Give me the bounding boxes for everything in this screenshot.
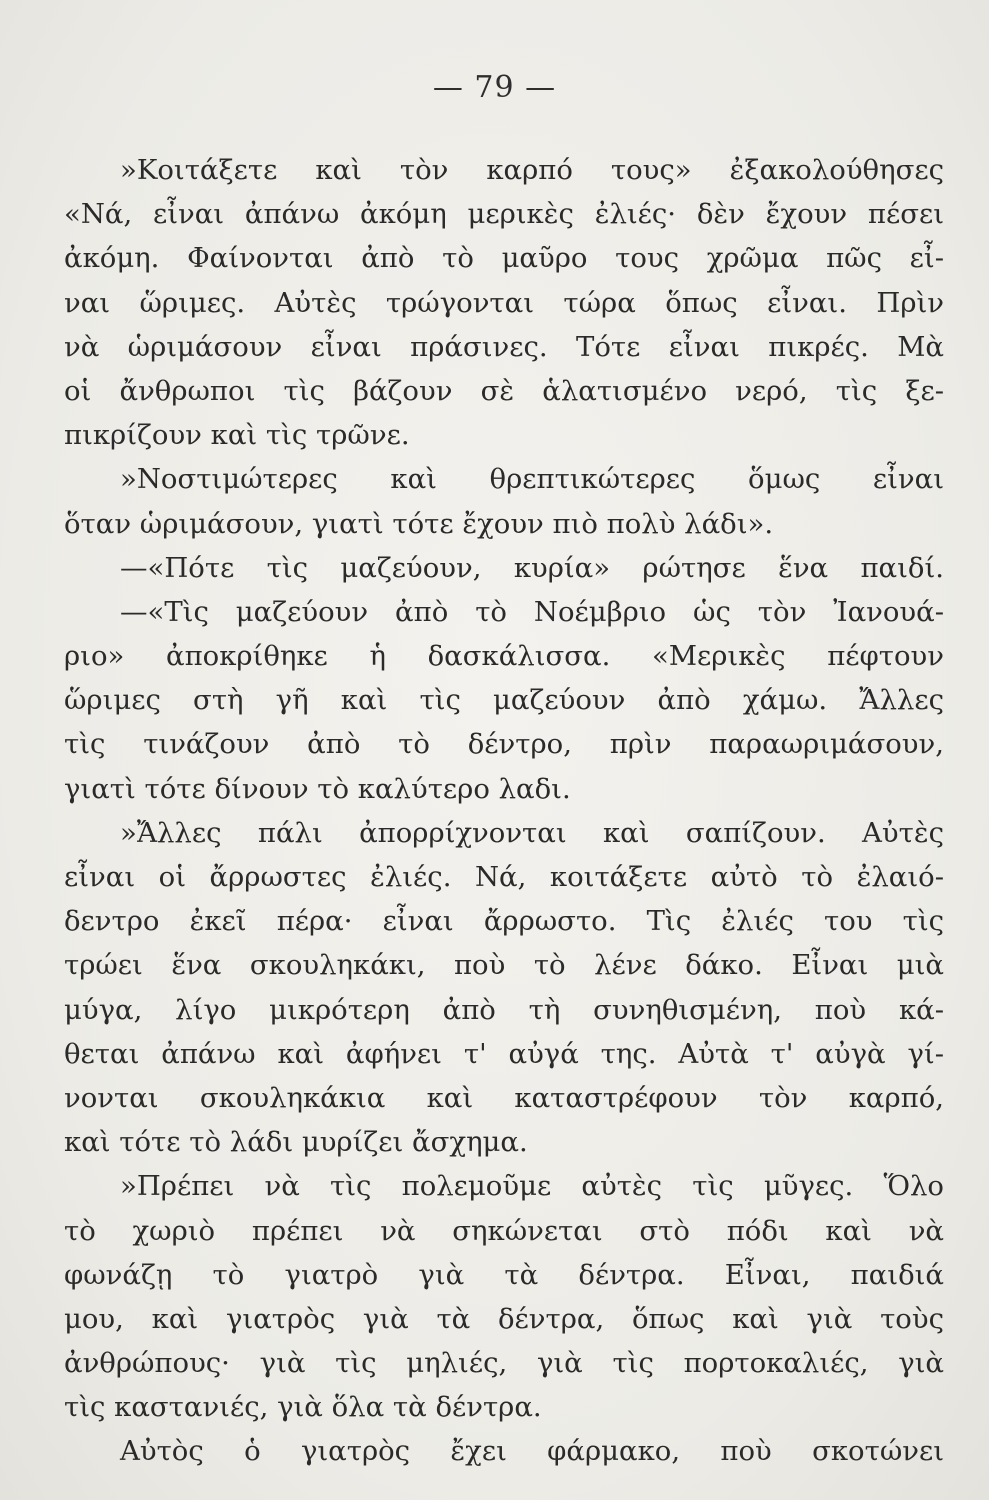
text-line: ἀκόμη. Φαίνονται ἀπὸ τὸ μαῦρο τους χρῶμα πῶς εἶ- — [64, 242, 944, 275]
text-line: γιατὶ τότε δίνουν τὸ καλύτερο λαδι. — [64, 772, 571, 805]
text-line: ὥριμες στὴ γῆ καὶ τὶς μαζεύουν ἀπὸ χάμω. Ἄλλες — [64, 684, 944, 717]
text-line: ὅταν ὡριμάσουν, γιατὶ τότε ἔχουν πιὸ πολὺ λάδι». — [64, 507, 774, 540]
text-line: καὶ τότε τὸ λάδι μυρίζει ἄσχημα. — [64, 1126, 528, 1159]
text-line: τρώει ἕνα σκουληκάκι, ποὺ τὸ λένε δάκο. Εἶναι μιὰ — [64, 949, 944, 982]
text-line: »Ἄλλες πάλι ἀπορρίχνονται καὶ σαπίζουν. Αὐτὲς — [120, 816, 944, 849]
page-number: — 79 — — [432, 70, 557, 105]
text-line: εἶναι οἱ ἄρρωστες ἐλιές. Νά, κοιτάξετε αὐτὸ τὸ ἐλαιό- — [64, 861, 944, 893]
text-line: ναι ὥριμες. Αὐτὲς τρώγονται τώρα ὅπως εἶναι. Πρὶν — [64, 286, 944, 319]
text-line: μου, καὶ γιατρὸς γιὰ τὰ δέντρα, ὅπως καὶ γιὰ τοὺς — [64, 1302, 944, 1335]
text-line: φωνάζῃ τὸ γιατρὸ γιὰ τὰ δέντρα. Εἶναι, παιδιά — [64, 1258, 944, 1291]
text-line: δεντρο ἐκεῖ πέρα· εἶναι ἄρρωστο. Τὶς ἐλιές του τὶς — [64, 905, 944, 938]
text-line: νὰ ὡριμάσουν εἶναι πράσινες. Τότε εἶναι πικρές. Μὰ — [64, 330, 944, 363]
text-line: τὸ χωριὸ πρέπει νὰ σηκώνεται στὸ πόδι καὶ νὰ — [64, 1214, 944, 1247]
body-text — [64, 148, 944, 1474]
text-line: πικρίζουν καὶ τὶς τρῶνε. — [64, 419, 410, 452]
text-line: ἀνθρώπους· γιὰ τὶς μηλιές, γιὰ τὶς πορτοκαλιές, γιὰ — [64, 1347, 944, 1380]
text-line: Αὐτὸς ὁ γιατρὸς ἔχει φάρμακο, ποὺ σκοτώνει — [120, 1435, 944, 1468]
text-line: τὶς τινάζουν ἀπὸ τὸ δέντρο, πρὶν παραωριμάσουν, — [64, 728, 944, 761]
text-line: νονται σκουληκάκια καὶ καταστρέφουν τὸν καρπό, — [64, 1081, 944, 1114]
text-line: οἱ ἄνθρωποι τὶς βάζουν σὲ ἁλατισμένο νερό, τὶς ξε- — [64, 374, 944, 407]
text-line: θεται ἀπάνω καὶ ἀφήνει τ' αὐγά της. Αὐτὰ τ' αὐγὰ γί- — [64, 1037, 944, 1070]
text-line: »Πρέπει νὰ τὶς πολεμοῦμε αὐτὲς τὶς μῦγες. Ὅλο — [120, 1170, 944, 1203]
text-line: —«Πότε τὶς μαζεύουν, κυρία» ρώτησε ἕνα παιδί. — [120, 551, 944, 584]
text-line: τὶς καστανιές, γιὰ ὅλα τὰ δέντρα. — [64, 1391, 542, 1424]
text-line: »Κοιτάξετε καὶ τὸν καρπό τους» ἐξακολούθησες — [120, 154, 944, 186]
text-line: »Νοστιμώτερες καὶ θρεπτικώτερες ὅμως εἶναι — [120, 463, 944, 496]
text-line: μύγα, λίγο μικρότερη ἀπὸ τὴ συνηθισμένη, ποὺ κά- — [64, 993, 944, 1026]
text-line: «Νά, εἶναι ἀπάνω ἀκόμη μερικὲς ἐλιές· δὲν ἔχουν πέσει — [64, 198, 944, 231]
text-line: —«Τὶς μαζεύουν ἀπὸ τὸ Νοέμβριο ὡς τὸν Ἰανουά- — [120, 595, 944, 628]
text-line: ριο» ἀποκρίθηκε ἡ δασκάλισσα. «Μερικὲς πέφτουν — [64, 640, 944, 673]
